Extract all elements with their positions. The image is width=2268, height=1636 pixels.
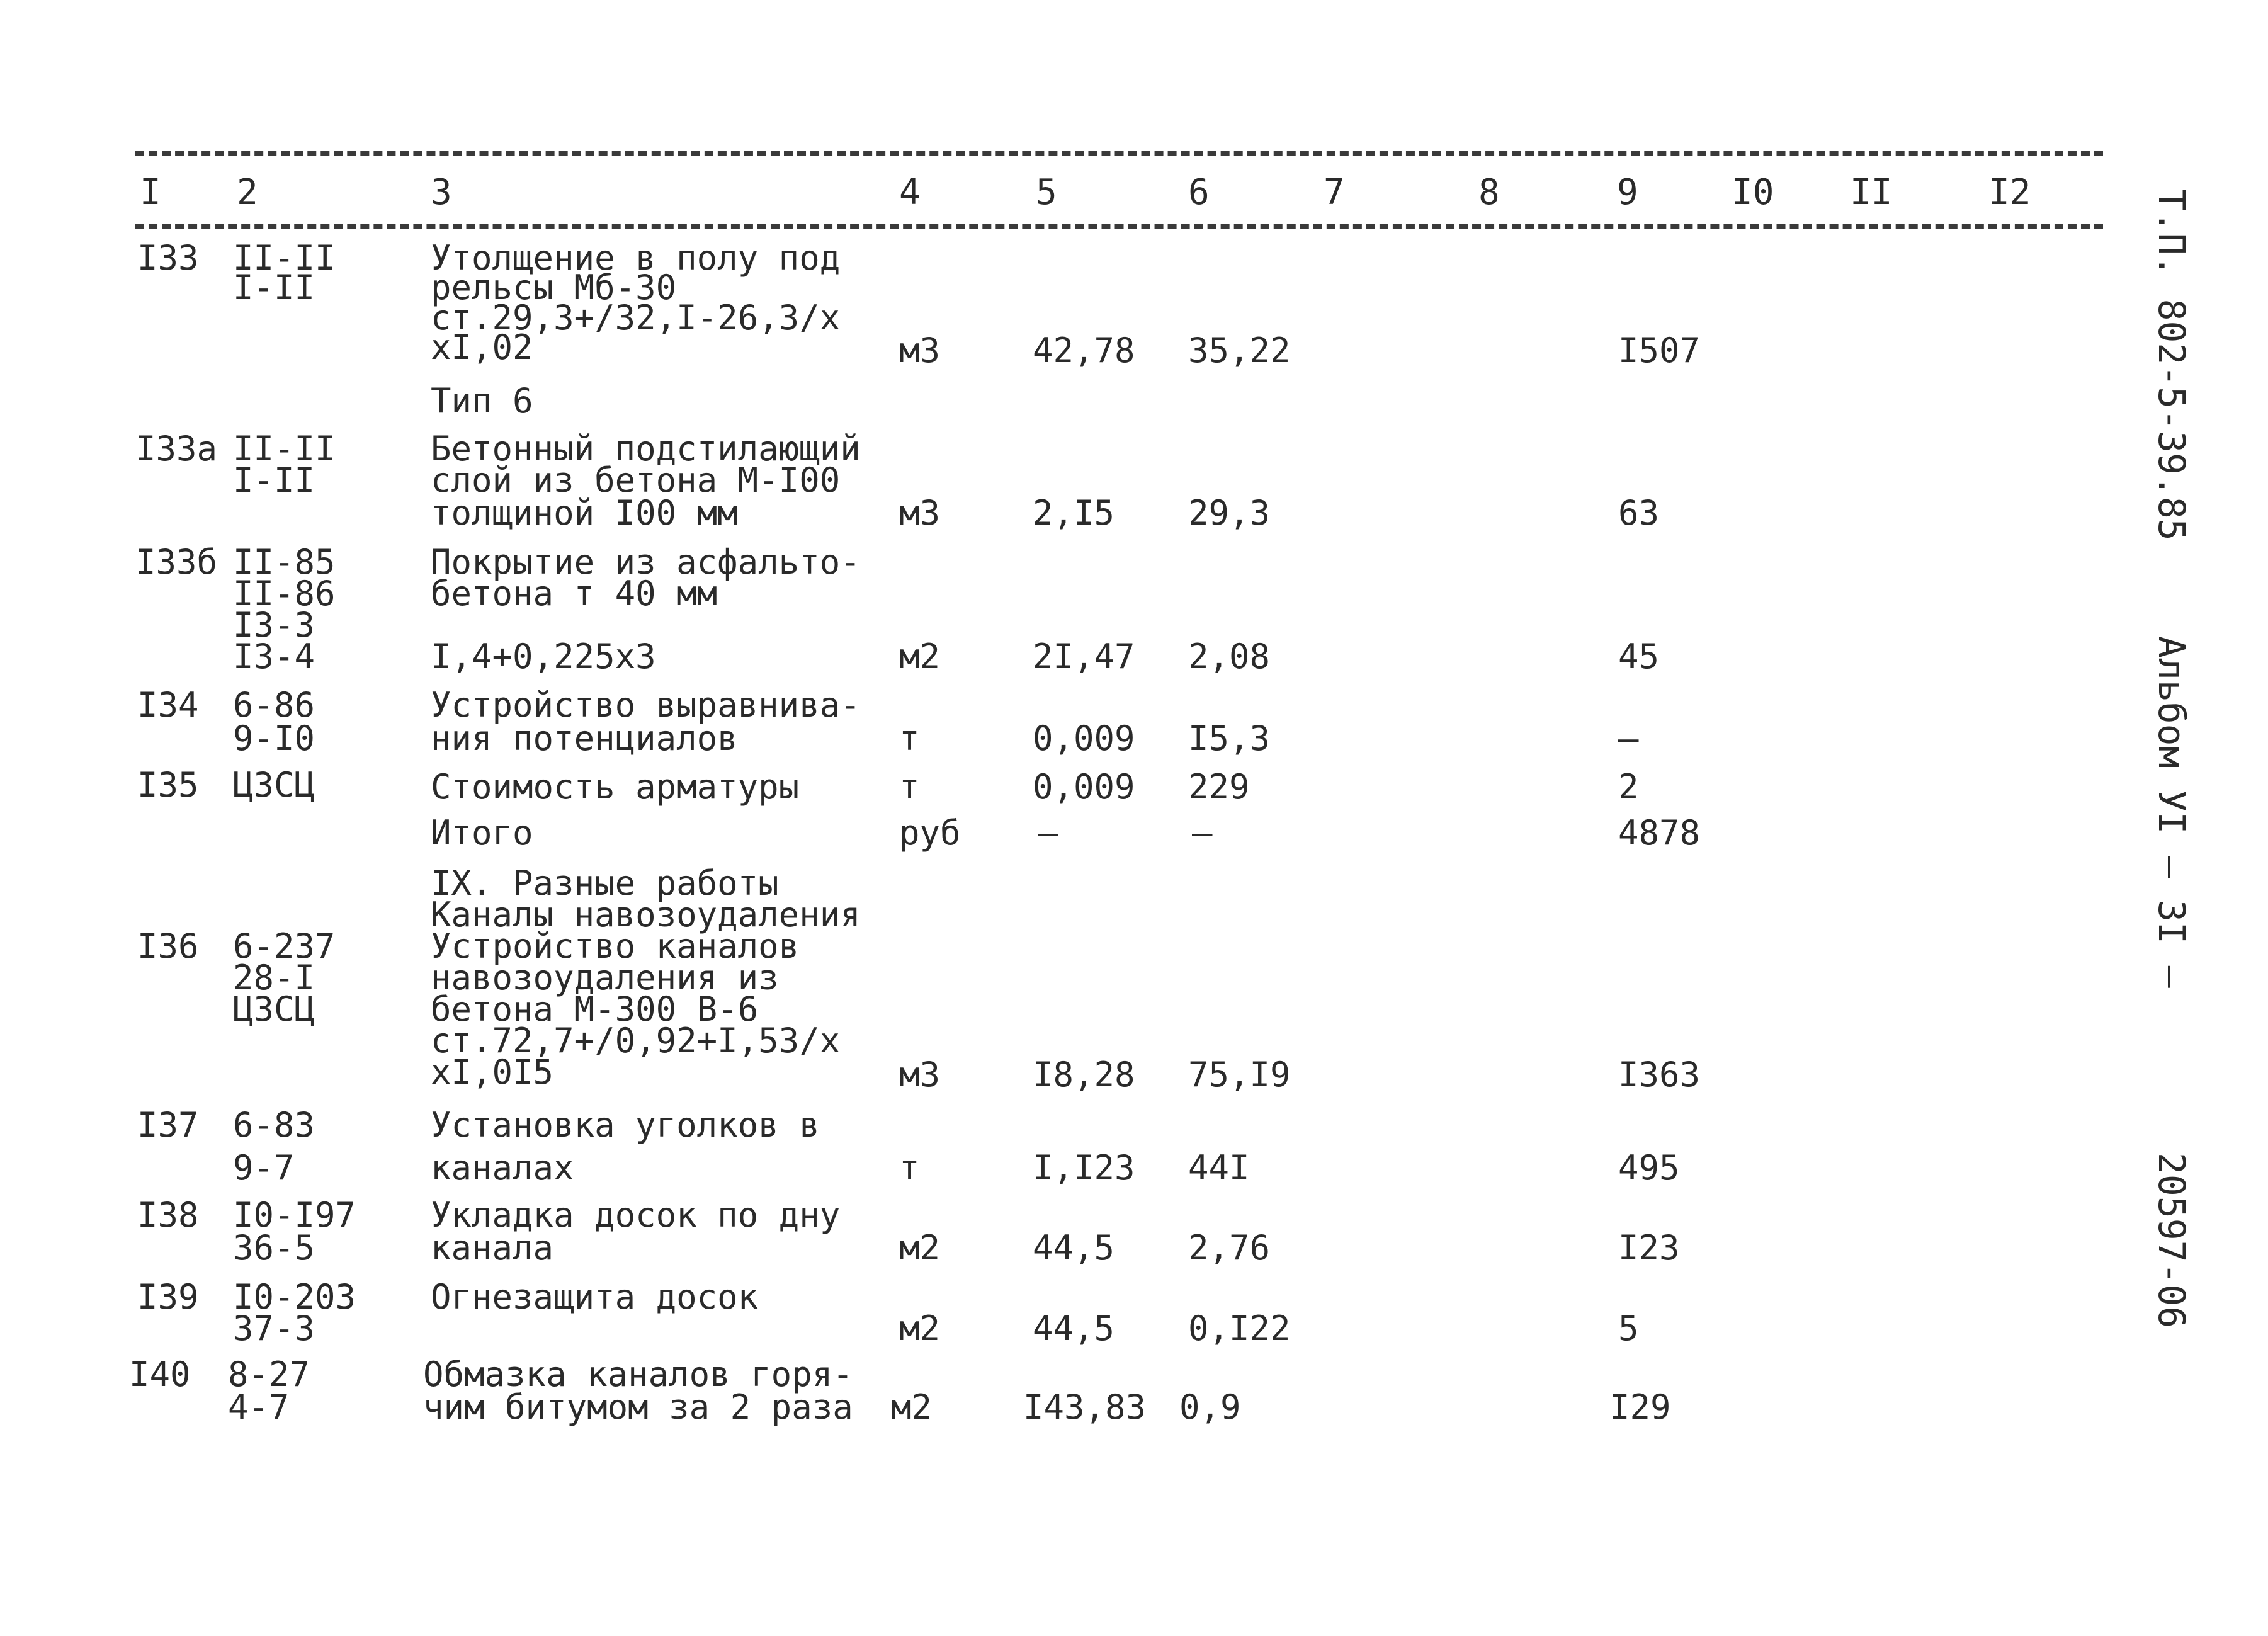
row-unit-price: – — [1192, 813, 1213, 853]
row-description: навозоудаления из — [431, 958, 779, 997]
row-unit-price: 0,I22 — [1188, 1309, 1291, 1348]
row-total: I507 — [1618, 331, 1701, 370]
row-code: ЦЗСЦ — [233, 989, 315, 1029]
row-code: 6-86 — [233, 685, 315, 725]
row-code: II-85 — [233, 542, 336, 582]
row-code: 28-I — [233, 958, 315, 997]
row-unit: м2 — [899, 1309, 941, 1348]
row-quantity: 0,009 — [1033, 719, 1135, 758]
row-description: I,4+0,225x3 — [431, 637, 656, 676]
row-description: Устройство выравнива- — [431, 685, 861, 725]
row-number: I35 — [137, 765, 199, 805]
row-quantity: – — [1038, 813, 1058, 853]
row-quantity: 2,I5 — [1033, 493, 1115, 533]
row-description: Стоимость арматуры — [431, 767, 800, 807]
row-code: II-II — [233, 238, 336, 278]
row-description: Итого — [431, 813, 533, 853]
row-code: 36-5 — [233, 1228, 315, 1268]
row-description: чим битумом за 2 раза — [423, 1387, 853, 1427]
row-code: I-II — [233, 460, 315, 500]
row-number: I38 — [137, 1195, 199, 1235]
row-description: Бетонный подстилающий — [431, 429, 861, 469]
row-unit: м3 — [899, 1055, 941, 1094]
row-unit: м2 — [899, 1228, 941, 1268]
row-description: бетона т 40 мм — [431, 574, 718, 613]
row-description: бетона М-300 В-6 — [431, 989, 759, 1029]
row-description: xI,0I5 — [431, 1052, 554, 1092]
row-code: II-86 — [233, 574, 336, 613]
row-total: I363 — [1618, 1055, 1701, 1094]
row-total: 45 — [1618, 637, 1660, 676]
row-description: xI,02 — [431, 327, 533, 367]
row-number: I39 — [137, 1277, 199, 1317]
column-header-12: I2 — [1988, 172, 2031, 213]
row-description: Укладка досок по дну — [431, 1195, 841, 1235]
row-description: ния потенциалов — [431, 719, 738, 758]
row-quantity: 44,5 — [1033, 1309, 1115, 1348]
row-unit: м2 — [899, 637, 941, 676]
row-description: Огнезащита досок — [431, 1277, 759, 1317]
row-number: I36 — [137, 926, 199, 966]
header-dashed-rule — [135, 224, 2103, 229]
row-unit-price: 35,22 — [1188, 331, 1291, 370]
row-code: I3-4 — [233, 637, 315, 676]
row-code: 4-7 — [228, 1387, 290, 1427]
column-header-9: 9 — [1617, 172, 1638, 213]
row-unit: м2 — [891, 1387, 933, 1427]
row-quantity: 2I,47 — [1033, 637, 1135, 676]
row-unit-price: 229 — [1188, 767, 1250, 807]
row-total: – — [1618, 719, 1639, 758]
row-code: I0-203 — [233, 1277, 356, 1317]
row-description: Обмазка каналов горя- — [423, 1355, 853, 1394]
row-total: 4878 — [1618, 813, 1701, 853]
row-total: 495 — [1618, 1148, 1680, 1188]
row-description: Установка уголков в — [431, 1105, 820, 1145]
column-header-8: 8 — [1478, 172, 1500, 213]
row-description: Каналы навозоудаления — [431, 895, 861, 934]
row-description: каналах — [431, 1148, 574, 1188]
row-description: Покрытие из асфальто- — [431, 542, 861, 582]
row-description: слой из бетона М-I00 — [431, 460, 841, 500]
top-dashed-rule — [135, 151, 2103, 156]
row-unit-price: 44I — [1188, 1148, 1250, 1188]
row-unit-price: 2,76 — [1188, 1228, 1271, 1268]
column-header-11: II — [1850, 172, 1893, 213]
column-header-4: 4 — [899, 172, 921, 213]
row-code: 37-3 — [233, 1309, 315, 1348]
row-description: IX. Разные работы — [431, 863, 779, 903]
column-header-1: I — [140, 172, 161, 213]
row-code: I-II — [233, 268, 315, 307]
row-code: I3-3 — [233, 605, 315, 645]
row-unit: т — [899, 719, 920, 758]
row-unit-price: 75,I9 — [1188, 1055, 1291, 1094]
column-header-2: 2 — [237, 172, 258, 213]
row-quantity: I43,83 — [1023, 1387, 1147, 1427]
row-unit-price: 29,3 — [1188, 493, 1271, 533]
row-total: 63 — [1618, 493, 1660, 533]
row-unit: руб — [899, 813, 961, 853]
row-quantity: 44,5 — [1033, 1228, 1115, 1268]
row-total: I23 — [1618, 1228, 1680, 1268]
row-description: ст.29,3+/32,I-26,3/x — [431, 298, 841, 338]
row-number: I37 — [137, 1105, 199, 1145]
row-unit: т — [899, 767, 920, 807]
row-description: Устройство каналов — [431, 926, 800, 966]
row-unit-price: 0,9 — [1179, 1387, 1241, 1427]
row-unit: м3 — [899, 493, 941, 533]
column-header-10: I0 — [1732, 172, 1774, 213]
row-description: толщиной I00 мм — [431, 493, 738, 533]
row-unit: т — [899, 1148, 920, 1188]
row-number: I33б — [135, 542, 218, 582]
row-code: II-II — [233, 429, 336, 469]
row-total: 2 — [1618, 767, 1639, 807]
row-code: 9-7 — [233, 1148, 295, 1188]
row-description: ст.72,7+/0,92+I,53/x — [431, 1021, 841, 1060]
row-number: I40 — [129, 1355, 191, 1394]
column-header-5: 5 — [1036, 172, 1057, 213]
side-album-reference: Альбом УI – 3I – — [2150, 636, 2193, 988]
row-description: Тип 6 — [431, 381, 533, 421]
row-unit-price: 2,08 — [1188, 637, 1271, 676]
row-quantity: 0,009 — [1033, 767, 1135, 807]
row-code: 9-I0 — [233, 719, 315, 758]
row-total: 5 — [1618, 1309, 1639, 1348]
row-quantity: I,I23 — [1033, 1148, 1135, 1188]
row-description: Утолщение в полу под — [431, 238, 841, 278]
row-number: I33а — [135, 429, 218, 469]
row-code: 6-237 — [233, 926, 336, 966]
row-code: 6-83 — [233, 1105, 315, 1145]
row-description: рельсы Мб-30 — [431, 268, 677, 307]
row-number: I34 — [137, 685, 199, 725]
side-document-code: Т.П. 802-5-39.85 — [2150, 189, 2193, 541]
row-unit-price: I5,3 — [1188, 719, 1271, 758]
side-sheet-code: 20597-06 — [2150, 1152, 2193, 1329]
column-header-3: 3 — [431, 172, 452, 213]
row-total: I29 — [1609, 1387, 1671, 1427]
row-unit: м3 — [899, 331, 941, 370]
row-description: канала — [431, 1228, 554, 1268]
row-code: ЦЗСЦ — [233, 765, 315, 805]
row-code: 8-27 — [228, 1355, 310, 1394]
row-quantity: 42,78 — [1033, 331, 1135, 370]
row-quantity: I8,28 — [1033, 1055, 1135, 1094]
column-header-7: 7 — [1324, 172, 1345, 213]
row-code: I0-I97 — [233, 1195, 356, 1235]
column-header-6: 6 — [1188, 172, 1210, 213]
row-number: I33 — [137, 238, 199, 278]
